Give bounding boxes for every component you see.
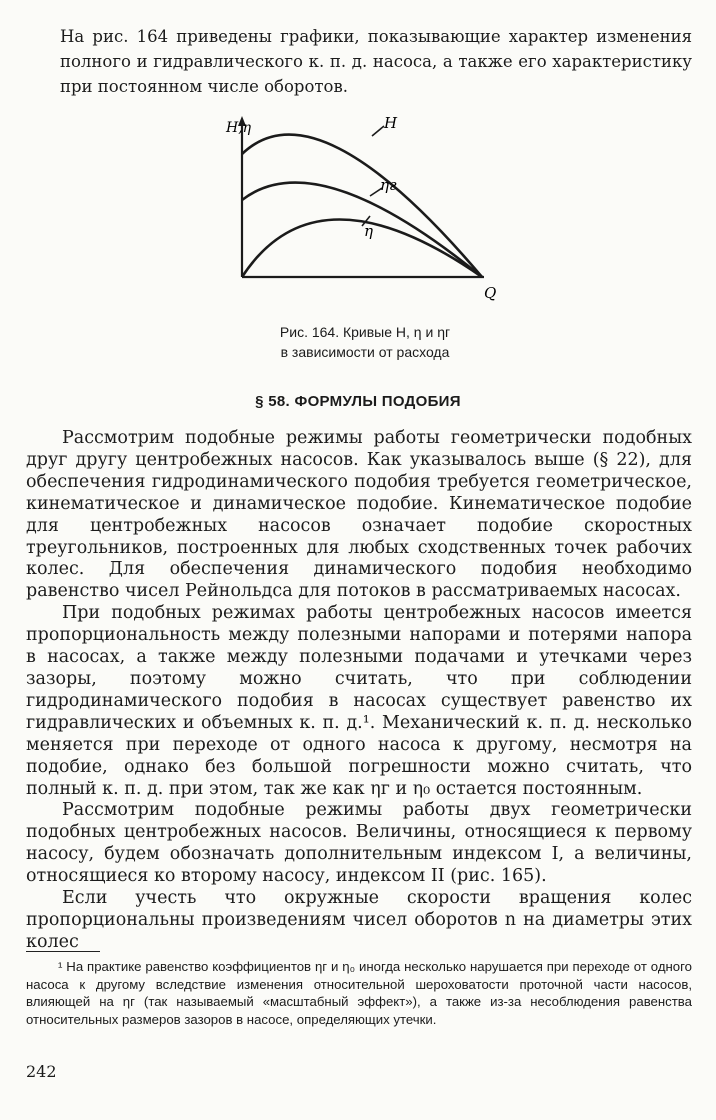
figure-caption	[200, 322, 530, 362]
intro-paragraph: На рис. 164 приведены графики, показывающие характер изменения полного и гидравлического к. п. д. насоса, а также его характеристику при постоянном числе оборотов.	[60, 27, 692, 96]
y-axis-label: H,η	[226, 120, 252, 136]
curve-eta-g	[242, 183, 482, 277]
curve-H	[242, 135, 482, 277]
page-number: 242	[26, 1062, 57, 1081]
footnote: ¹ На практике равенство коэффициентов ηг и η₀ иногда несколько нарушается при переходе от одного насоса к другому вследствие изменения относительной шероховатости проточной части насосов, влияющей на ηг (так называемый «масштабный эффект»), а также из-за несоблюдения равенства относительных размеров зазоров в насосе, определяющих утечки.	[26, 959, 692, 1027]
paragraph-4: Если учесть что окружные скорости вращения колес пропорциональны произведениям чисел оборотов n на диаметры этих колес	[26, 888, 692, 952]
leader-H	[372, 126, 384, 136]
label-H: H	[384, 114, 398, 132]
body-text	[26, 428, 692, 954]
caption-line-1: Рис. 164. Кривые H, η и ηг	[279, 324, 451, 340]
figure-164	[222, 112, 512, 312]
paragraph-1: Рассмотрим подобные режимы работы геометрически подобных друг другу центробежных насосов. Как указывалось выше (§ 22), для обеспечения гидродинамического подобия требуется геометрическое, кинематическое и динамическое подобие. Кинематическое подобие для центробежных насосов означает подобие скоростных треугольников, построенных для любых сходственных точек рабочих колес. Для обеспечения динамического подобия необходимо равенство чисел Рейнольдса для потоков в рассматриваемых насосах.	[26, 428, 692, 602]
caption-line-2: в зависимости от расхода	[280, 344, 450, 360]
paragraph-2: При подобных режимах работы центробежных насосов имеется пропорциональность между полезными напорами и потерями напора в насосах, а также между полезными подачами и утечками через зазоры, поэтому можно считать, что при соблюдении гидродинамического подобия в насосах существует равенство их гидравлических и объемных к. п. д.¹. Механический к. п. д. несколько меняется при переходе от одного насоса к другому, несмотря на подобие, однако без большой погрешности можно считать, что полный к. п. д. при этом, так же как ηг и η₀ остается постоянным.	[26, 603, 692, 799]
section-heading: § 58. ФОРМУЛЫ ПОДОБИЯ	[255, 393, 461, 410]
x-axis-label: Q	[484, 284, 497, 302]
footnote-rule	[26, 951, 100, 952]
label-eta: η	[364, 222, 373, 240]
paragraph-3: Рассмотрим подобные режимы работы двух геометрически подобных центробежных насосов. Величины, относящиеся к первому насосу, будем обозначать дополнительным индексом I, а величины, относящиеся ко второму насосу, индексом II (рис. 165).	[26, 800, 692, 887]
label-eta-g: ηг	[380, 176, 397, 194]
pump-curves-diagram	[222, 112, 512, 312]
